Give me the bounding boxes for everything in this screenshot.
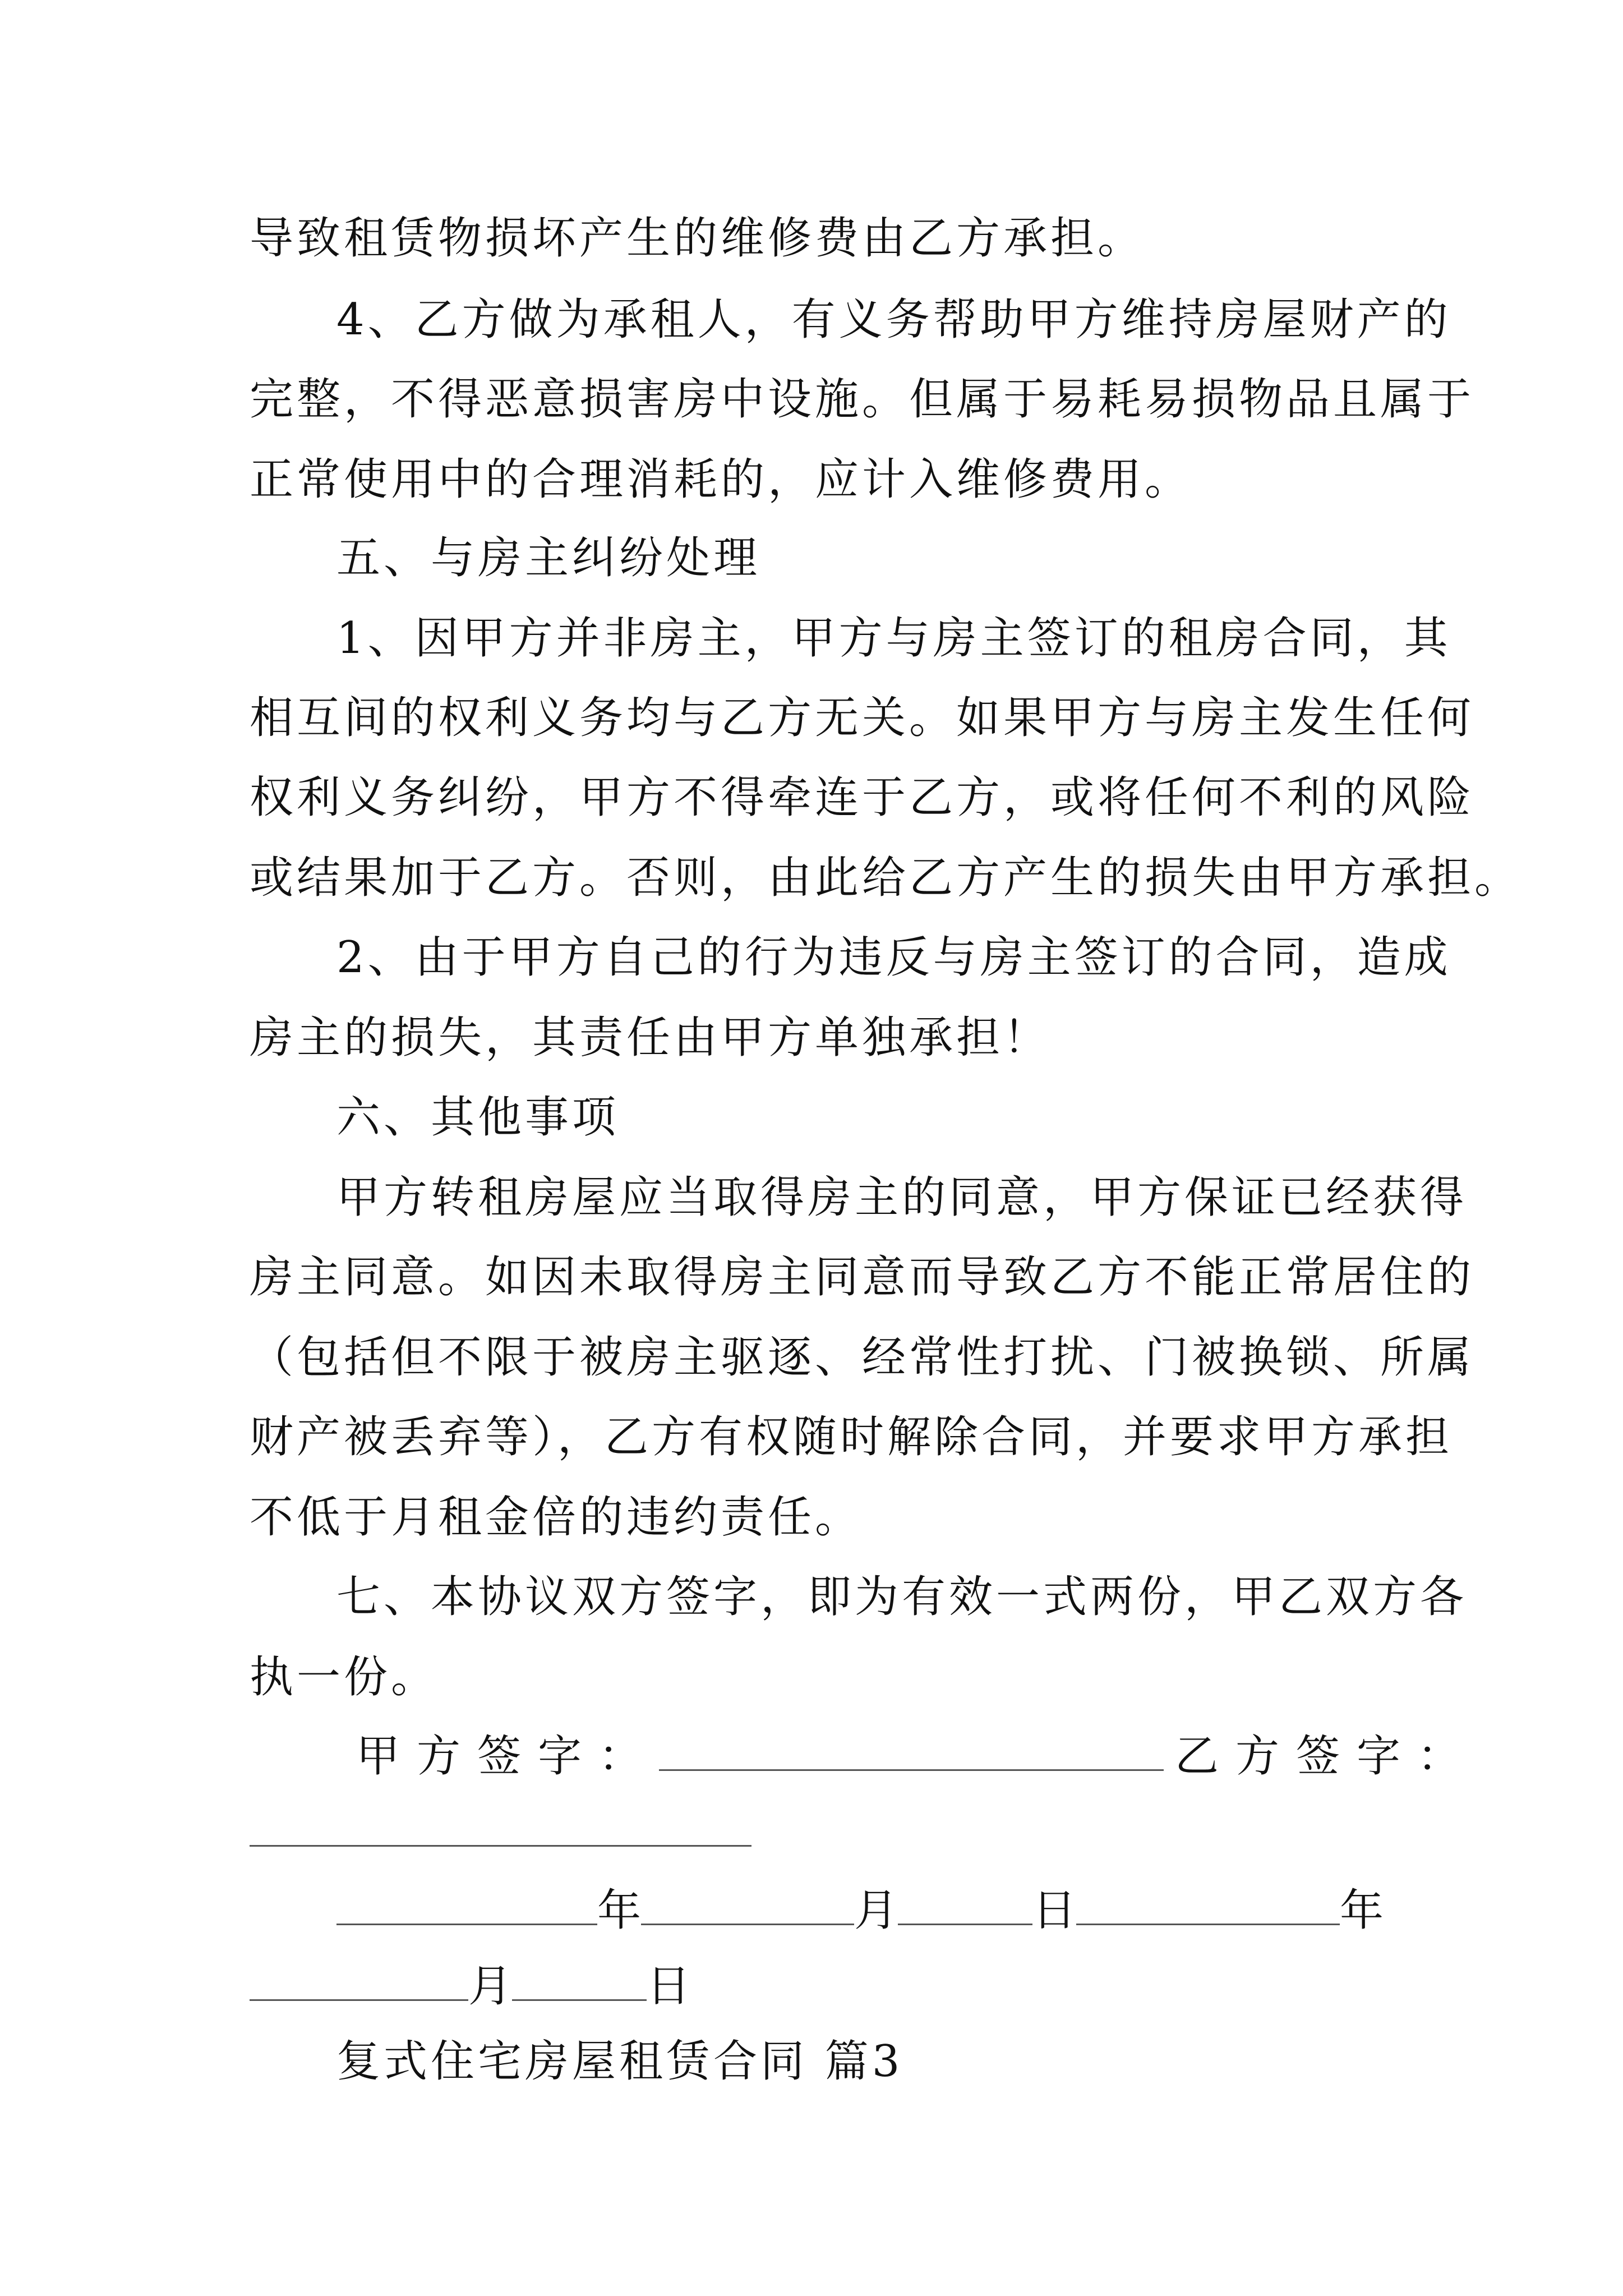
paragraph-line: 财产被丢弃等），乙方有权随时解除合同，并要求甲方承担 bbox=[250, 1412, 1453, 1462]
next-section-title: 复式住宅房屋租赁合同 篇3 bbox=[336, 2036, 903, 2087]
signature-row bbox=[250, 1728, 1478, 1784]
party-b-signature-line bbox=[250, 1803, 1385, 1860]
paragraph-line: 不低于月租金倍的违约责任。 bbox=[250, 1492, 863, 1543]
paragraph-line: 4、乙方做为承租人，有义务帮助甲方维持房屋财产的 bbox=[336, 295, 1451, 345]
party-a-signature-blank bbox=[659, 1728, 1164, 1771]
paragraph-line: 导致租赁物损坏产生的维修费由乙方承担。 bbox=[250, 213, 1145, 264]
party-a-signature-label: 甲方签字： bbox=[356, 1731, 660, 1782]
day-label: 日 bbox=[1032, 1885, 1077, 1936]
party-b-signature-label: 乙方签字： bbox=[1175, 1731, 1478, 1782]
paragraph-line: （包括但不限于被房主驱逐、经常性打扰、门被换锁、所属 bbox=[250, 1332, 1475, 1383]
section-heading: 六、其他事项 bbox=[336, 1092, 620, 1143]
paragraph-line: 房主同意。如因未取得房主同意而导致乙方不能正常居住的 bbox=[250, 1252, 1475, 1303]
date-row bbox=[250, 1882, 1385, 1939]
paragraph-line: 或结果加于乙方。否则，由此给乙方产生的损失由甲方承担。 bbox=[250, 853, 1522, 903]
paragraph-line: 七、本协议双方签字，即为有效一式两份，甲乙双方各 bbox=[336, 1572, 1468, 1622]
paragraph-line: 1、因甲方并非房主，甲方与房主签订的租房合同，其 bbox=[336, 613, 1451, 664]
party-b-signature-blank bbox=[250, 1803, 751, 1847]
month-label: 月 bbox=[468, 1961, 513, 2012]
paragraph-line: 执一份。 bbox=[250, 1652, 439, 1703]
paragraph-line: 房主的损失，其责任由甲方单独承担！ bbox=[250, 1013, 1051, 1063]
paragraph-line: 权利义务纠纷，甲方不得牵连于乙方，或将任何不利的风险 bbox=[250, 772, 1475, 823]
party-a-year-blank bbox=[336, 1882, 597, 1925]
party-a-day-blank bbox=[898, 1882, 1032, 1925]
party-b-month-blank bbox=[250, 1958, 468, 2001]
year-label: 年 bbox=[1340, 1885, 1384, 1936]
party-a-month-blank bbox=[641, 1882, 854, 1925]
date-row-continued bbox=[250, 1958, 1385, 2014]
paragraph-line: 完整，不得恶意损害房中设施。但属于易耗易损物品且属于 bbox=[250, 374, 1475, 425]
paragraph-line: 正常使用中的合理消耗的，应计入维修费用。 bbox=[250, 454, 1192, 505]
paragraph-line: 2、由于甲方自己的行为违反与房主签订的合同，造成 bbox=[336, 932, 1451, 983]
party-b-year-blank bbox=[1076, 1882, 1340, 1925]
party-b-day-blank bbox=[512, 1958, 647, 2001]
paragraph-line: 甲方转租房屋应当取得房主的同意，甲方保证已经获得 bbox=[336, 1172, 1468, 1223]
paragraph-line: 相互间的权利义务均与乙方无关。如果甲方与房主发生任何 bbox=[250, 693, 1475, 743]
month-label: 月 bbox=[854, 1885, 898, 1936]
section-heading: 五、与房主纠纷处理 bbox=[336, 533, 761, 583]
year-label: 年 bbox=[597, 1885, 642, 1936]
day-label: 日 bbox=[647, 1961, 691, 2012]
